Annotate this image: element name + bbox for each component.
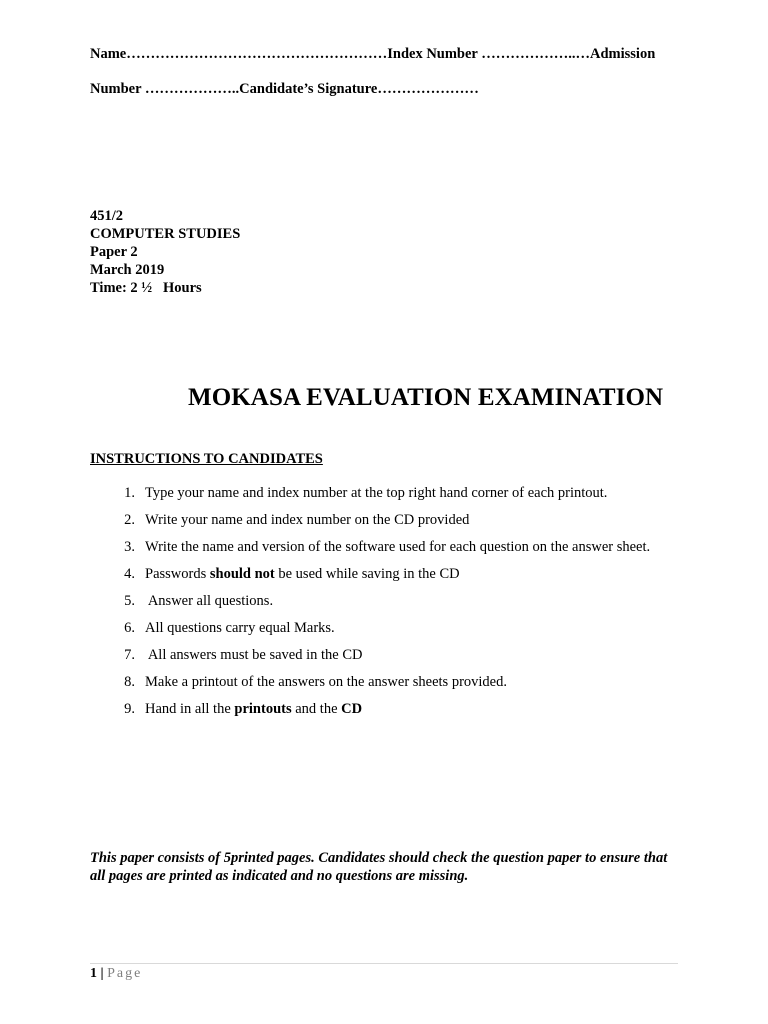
- instruction-number: 5.: [124, 593, 135, 609]
- instruction-text-part: Passwords: [145, 566, 210, 582]
- paper-info-block: [90, 207, 240, 297]
- instruction-emphasis: printouts: [234, 701, 292, 717]
- instruction-text-part: Type your name and index number at the top right hand corner of each printout.: [145, 485, 608, 501]
- instruction-text: [135, 485, 607, 512]
- instruction-item: [100, 566, 720, 593]
- instruction-number: 2.: [124, 512, 135, 528]
- candidate-name-index-line: Name………………………………………………Index Number ………………..…Admission: [90, 46, 656, 62]
- instruction-number: 4.: [124, 566, 135, 582]
- instruction-item: [100, 674, 720, 701]
- instruction-text-part: Hand in all the: [145, 701, 235, 717]
- instruction-item: [100, 512, 720, 539]
- instruction-number: 1.: [124, 485, 135, 501]
- exam-date: March 2019: [90, 262, 165, 278]
- instructions-heading: INSTRUCTIONS TO CANDIDATES: [90, 451, 323, 467]
- instruction-text: [135, 701, 362, 728]
- instruction-text: [135, 647, 362, 674]
- instruction-number: 9.: [124, 701, 135, 717]
- instruction-text: [135, 620, 335, 647]
- instruction-text: [135, 539, 650, 566]
- instruction-text-part: Write your name and index number on the CD provided: [145, 512, 470, 528]
- instruction-emphasis: should not: [209, 566, 275, 582]
- instruction-text: [135, 674, 507, 701]
- instruction-item: [100, 485, 720, 512]
- instruction-text-part: and the: [291, 701, 342, 717]
- instruction-text-part: All answers must be saved in the CD: [145, 647, 363, 663]
- paper-number: Paper 2: [90, 244, 138, 260]
- exam-title: MOKASA EVALUATION EXAMINATION: [188, 384, 664, 411]
- footer-separator: |: [97, 966, 108, 981]
- instruction-item: [100, 539, 720, 566]
- page-number: 1: [90, 966, 97, 981]
- subject-title: COMPUTER STUDIES: [90, 226, 241, 242]
- instruction-item: [100, 620, 720, 647]
- instruction-text-part: All questions carry equal Marks.: [145, 620, 335, 636]
- page-footer: [90, 966, 142, 982]
- instruction-emphasis: CD: [341, 701, 363, 717]
- instruction-item: [100, 701, 720, 728]
- instruction-item: [100, 593, 720, 620]
- instruction-item: [100, 647, 720, 674]
- instruction-number: 6.: [124, 620, 135, 636]
- candidate-number-signature-line: Number ………………..Candidate’s Signature…………………: [90, 81, 479, 97]
- instruction-text-part: Write the name and version of the software used for each question on the answer sheet.: [145, 539, 651, 555]
- instruction-text-part: Make a printout of the answers on the answer sheets provided.: [145, 674, 507, 690]
- page-label: Page: [107, 966, 143, 981]
- instruction-text: [135, 593, 273, 620]
- paper-code: 451/2: [90, 208, 124, 224]
- instructions-list: [100, 485, 720, 728]
- instruction-text-part: Answer all questions.: [145, 593, 274, 609]
- instruction-text: [135, 566, 460, 593]
- instruction-number: 8.: [124, 674, 135, 690]
- instruction-text-part: be used while saving in the CD: [274, 566, 460, 582]
- instruction-number: 3.: [124, 539, 135, 555]
- footer-divider: [90, 963, 678, 964]
- instruction-number: 7.: [124, 647, 135, 663]
- exam-duration: Time: 2 ½ Hours: [90, 280, 202, 296]
- instruction-text: [135, 512, 469, 539]
- page-count-note: This paper consists of 5printed pages. Candidates should check the question paper to ensure that all pages are printed as indicated and no questions are missing.: [90, 850, 668, 884]
